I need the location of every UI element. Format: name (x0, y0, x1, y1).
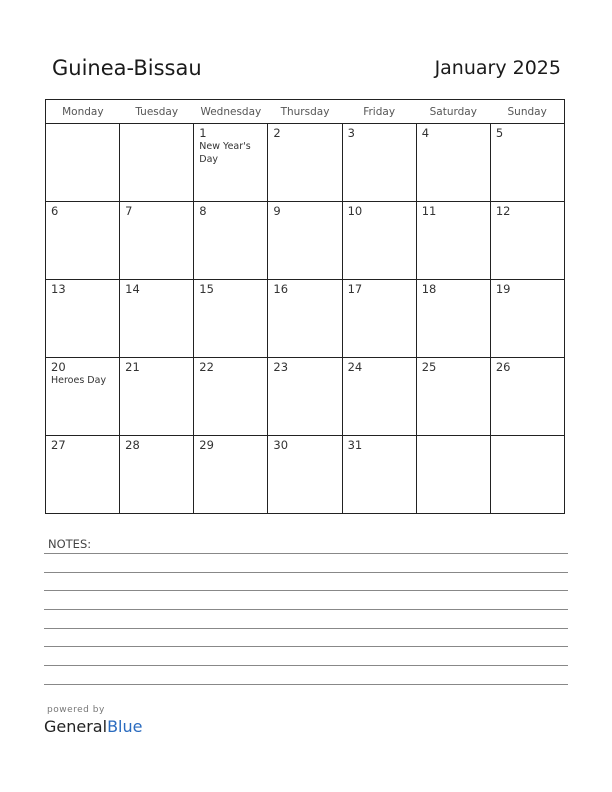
day-number: 31 (347, 438, 363, 452)
weekday-header: Friday (342, 100, 416, 124)
day-number: 16 (273, 282, 289, 296)
day-number: 20 (51, 360, 66, 374)
day-cell (416, 280, 490, 358)
note-line (44, 665, 568, 666)
day-number: 19 (495, 282, 511, 296)
day-number: 18 (421, 282, 437, 296)
day-number: 17 (347, 282, 363, 296)
day-cell (46, 358, 120, 436)
day-number: 13 (51, 282, 66, 296)
day-cell (194, 436, 268, 514)
day-number: 15 (199, 282, 214, 296)
day-cell (120, 436, 194, 514)
weekday-header: Saturday (416, 100, 490, 124)
day-cell (416, 124, 490, 202)
country-title: Guinea-Bissau (52, 56, 202, 80)
note-line (44, 646, 568, 647)
day-cell (268, 280, 342, 358)
day-cell (120, 280, 194, 358)
day-cell (268, 124, 342, 202)
day-number: 2 (273, 126, 281, 140)
day-number: 24 (347, 360, 363, 374)
day-cell (46, 280, 120, 358)
day-cell (342, 358, 416, 436)
day-cell (46, 202, 120, 280)
day-number: 23 (273, 360, 289, 374)
note-line (44, 684, 568, 685)
day-cell (490, 202, 564, 280)
day-cell (268, 358, 342, 436)
weekday-header-row (46, 100, 565, 124)
day-cell (120, 358, 194, 436)
day-number: 11 (421, 204, 437, 218)
day-number: 28 (125, 438, 140, 452)
day-number: 3 (347, 126, 355, 140)
day-cell (490, 124, 564, 202)
notes-label: NOTES: (48, 537, 92, 551)
day-cell (342, 202, 416, 280)
day-cell (342, 280, 416, 358)
day-cell (490, 436, 564, 514)
day-cell (416, 202, 490, 280)
day-number: 1 (199, 126, 207, 140)
day-number: 22 (199, 360, 214, 374)
day-cell (268, 202, 342, 280)
week-row (46, 436, 565, 514)
day-number: 4 (421, 126, 430, 140)
day-number: 8 (199, 204, 207, 218)
day-cell (490, 358, 564, 436)
day-number: 25 (421, 360, 437, 374)
weekday-header: Sunday (490, 100, 564, 124)
day-number: 9 (273, 204, 281, 218)
holiday-label: New Year's Day (199, 141, 251, 165)
note-line (44, 590, 568, 591)
day-number: 27 (51, 438, 66, 452)
day-cell (342, 436, 416, 514)
note-line (44, 609, 568, 610)
day-cell (490, 280, 564, 358)
weekday-header: Thursday (268, 100, 342, 124)
day-number: 5 (495, 126, 504, 140)
day-cell (46, 124, 120, 202)
note-line (44, 628, 568, 629)
weekday-header: Monday (46, 100, 120, 124)
month-title: January 2025 (434, 57, 561, 79)
weekday-header: Wednesday (194, 100, 268, 124)
day-number: 12 (495, 204, 511, 218)
day-number: 10 (347, 204, 363, 218)
calendar-body (46, 124, 565, 514)
calendar-grid (45, 99, 565, 514)
week-row (46, 280, 565, 358)
week-row (46, 124, 565, 202)
logo-general-text: General (44, 717, 108, 736)
logo-blue-text: Blue (107, 717, 143, 736)
week-row (46, 358, 565, 436)
day-number: 6 (51, 204, 59, 218)
day-cell (416, 436, 490, 514)
generalblue-logo (44, 717, 142, 736)
day-cell (194, 358, 268, 436)
day-cell (194, 124, 268, 202)
week-row (46, 202, 565, 280)
holiday-label: Heroes Day (51, 375, 107, 386)
day-cell (194, 280, 268, 358)
day-number: 26 (495, 360, 511, 374)
day-cell (46, 436, 120, 514)
day-cell (416, 358, 490, 436)
day-number: 30 (273, 438, 289, 452)
day-cell (120, 202, 194, 280)
day-number: 14 (125, 282, 140, 296)
day-cell (194, 202, 268, 280)
weekday-header: Tuesday (120, 100, 194, 124)
day-cell (120, 124, 194, 202)
day-number: 29 (199, 438, 214, 452)
day-number: 7 (125, 204, 133, 218)
day-cell (268, 436, 342, 514)
note-line (44, 572, 568, 573)
powered-by-text: powered by (47, 705, 105, 715)
note-line (44, 553, 568, 554)
day-number: 21 (125, 360, 140, 374)
day-cell (342, 124, 416, 202)
